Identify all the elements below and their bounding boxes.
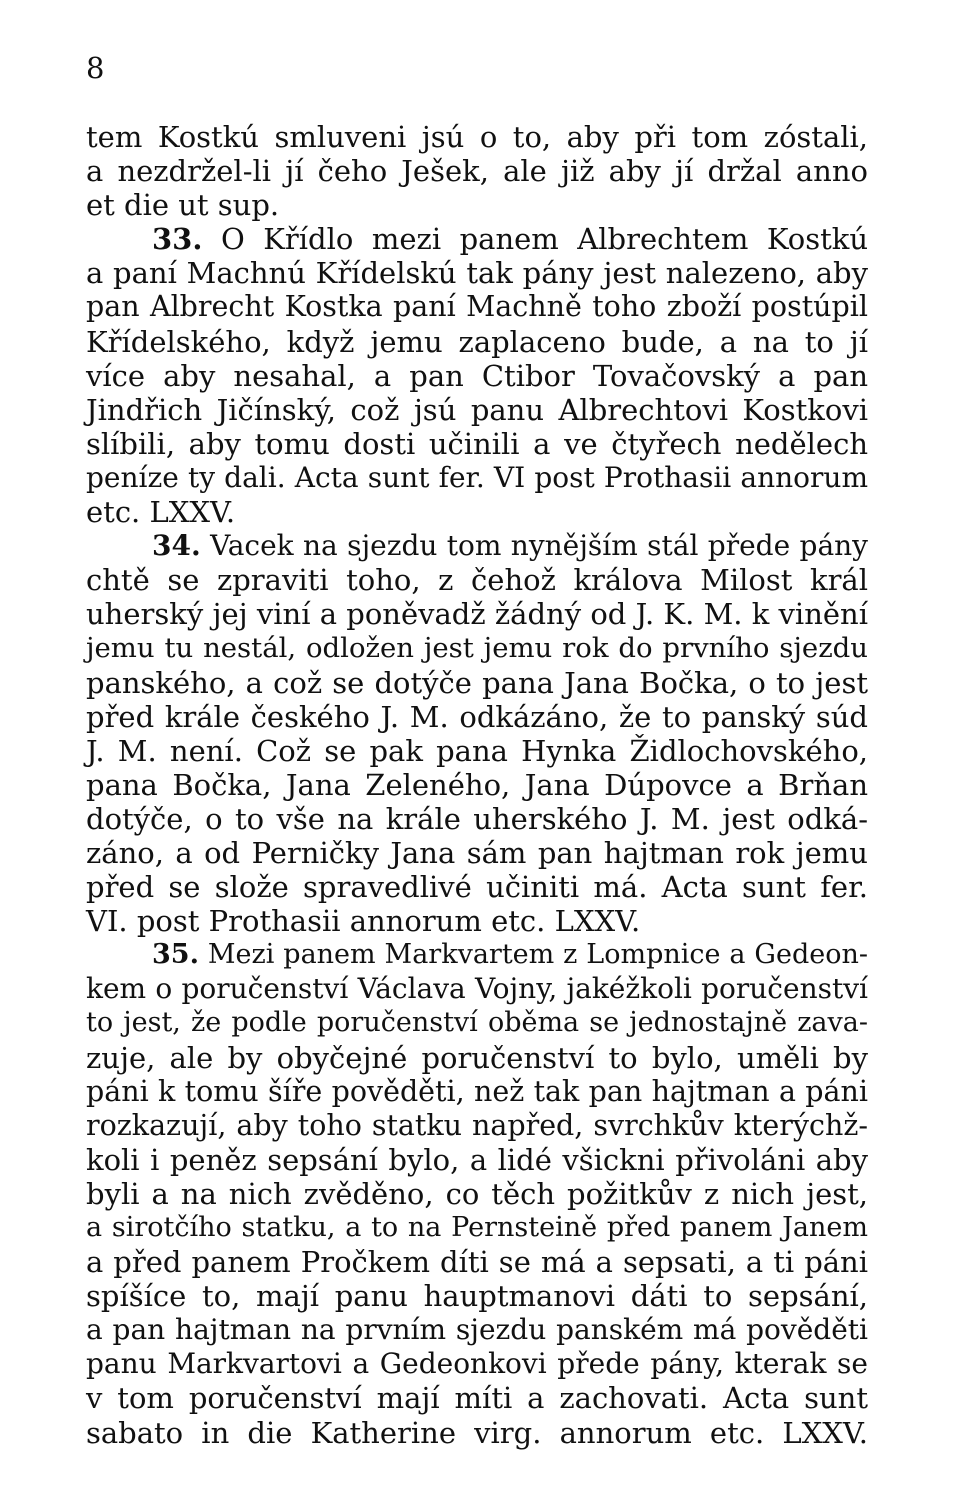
document-body [86,120,868,1450]
text-line: před krále českého J. M. odkázáno, že to panský súd [86,699,868,734]
text-line: jemu tu nestál, odložen jest jemu rok do prvního sjezdu [86,632,868,665]
text-line: v tom poručenství mají míti a zachovati. Acta sunt [86,1381,868,1416]
text-line: před se slože spravedlivé učiniti má. Acta sunt fer. [86,870,868,905]
text-line: a před panem Pročkem díti se má a sepsati, a ti páni [86,1245,868,1280]
paragraph-number: 33. [152,222,203,257]
text-line: tem Kostkú smluveni jsú o to, aby při tom zóstali, [86,120,868,154]
text-line: VI. post Prothasii annorum etc. LXXV. [86,904,641,939]
text-line: koli i peněz sepsání bylo, a lidé všickni přivoláni aby [86,1142,868,1177]
text-line: Křídelského, když jemu zaplaceno bude, a na to jí [86,324,868,359]
text-line: panského, a což se dotýče pana Jana Bočka, o to jest [86,665,868,700]
text-line: etc. LXXV. [86,495,236,530]
text-line: slíbili, aby tomu dosti učinili a ve čtyřech nedělech [86,426,868,461]
paragraph-number: 35. [152,939,199,971]
text-line: a sirotčího statku, a to na Pernsteině před panem Janem [86,1212,868,1243]
text-line: spíšíce to, mají panu hauptmanovi dáti to sepsání, [86,1279,868,1314]
paragraph-34-first-line: 34. Vacek na sjezdu tom nynějším stál přede pány [152,529,868,563]
text-line: zuje, ale by obyčejné poručenství to bylo, uměli by [86,1040,868,1075]
text-line: Jindřich Jičínský, což jsú panu Albrechtovi Kostkovi [86,392,868,427]
text-line: rozkazují, aby toho statku napřed, svrchkův kterýchž- [86,1108,868,1142]
text-line: byli a na nich zvěděno, co těch požitkův z nich jest, [86,1176,868,1211]
text-line: J. M. není. Což se pak pana Hynka Židlochovského, [86,733,868,768]
text-line: uherský jej viní a poněvadž žádný od J. K. M. k vinění [86,597,868,632]
text-line: pana Bočka, Jana Zeleného, Jana Dúpovce a Brňan [86,767,868,802]
text-line: to jest, že podle poručenství oběma se jednostajně zava- [86,1007,868,1039]
text-line: chtě se zpraviti toho, z čehož králova Milost král [86,563,868,598]
text-line: et die ut sup. [86,188,280,223]
text-line: a pan hajtman na prvním sjezdu panském má pověděti [86,1313,868,1347]
text-line: kem o poručenství Václava Vojny, jakéžkoli poručenství [86,972,868,1006]
page-number: 8 [86,51,105,85]
text-line: sabato in die Katherine virg. annorum etc. LXXV. [86,1415,868,1450]
text-line: dotýče, o to vše na krále uherského J. M. jest odká- [86,801,868,836]
text-line: a paní Machnú Křídelskú tak pány jest nalezeno, aby [86,256,868,291]
text-line: více aby nesahal, a pan Ctibor Tovačovský a pan [86,358,868,393]
text-line: záno, a od Perničky Jana sám pan hajtman rok jemu [86,835,868,870]
paragraph-33-first-line: 33. O Křídlo mezi panem Albrechtem Kostkú [152,222,868,257]
text-line: páni k tomu šíře pověděti, než tak pan hajtman a páni [86,1074,868,1108]
text-line: peníze ty dali. Acta sunt fer. VI post Prothasii annorum [86,460,868,494]
paragraph-35-first-line: 35. Mezi panem Markvartem z Lompnice a Gedeon- [152,939,868,971]
text-line: a nezdržel-li jí čeho Ješek, ale již aby jí držal anno [86,154,868,189]
text-line: panu Markvartovi a Gedeonkovi přede pány, kterak se [86,1347,868,1381]
text-line: pan Albrecht Kostka paní Machně toho zboží postúpil [86,290,868,324]
paragraph-number: 34. [152,529,201,563]
